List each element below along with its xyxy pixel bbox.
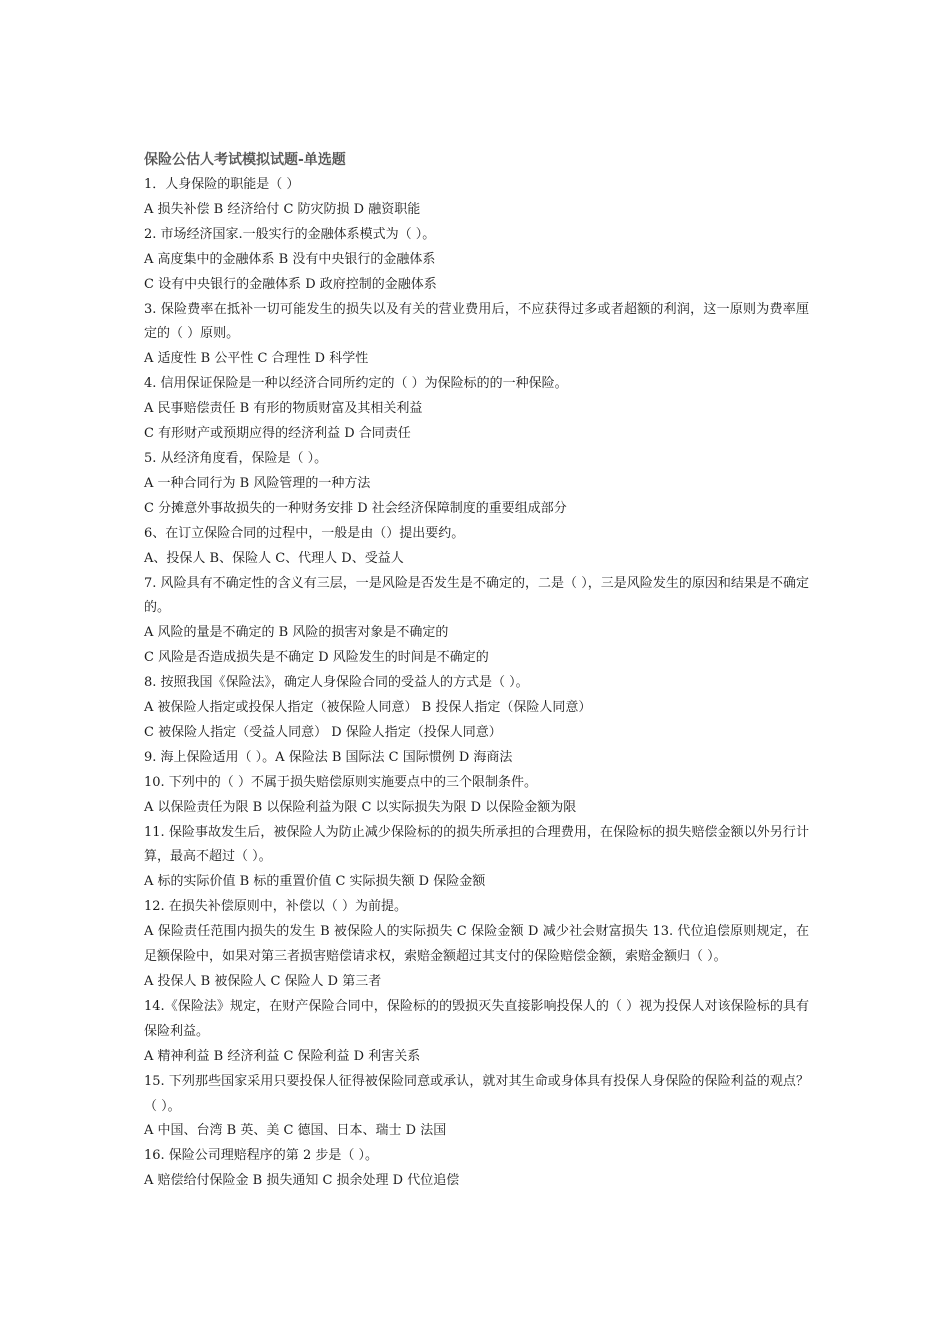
text-line: 16. 保险公司理赔程序的第 2 步是（ ）。 — [144, 1148, 378, 1164]
document-page — [144, 147, 809, 1194]
text-line: 5. 从经济角度看，保险是（ ）。 — [144, 450, 328, 466]
text-line: A 适度性 B 公平性 C 合理性 D 科学性 — [144, 351, 369, 367]
text-line: 1．人身保险的职能是（ ） — [144, 177, 300, 192]
text-line: A 一种合同行为 B 风险管理的一种方法 — [144, 475, 371, 491]
text-line: A 民事赔偿责任 B 有形的物质财富及其相关利益 — [144, 401, 423, 417]
text-line: 3. 保险费率在抵补一切可能发生的损失以及有关的营业费用后，不应获得过多或者超额的利润，这一原则为费率厘定的（ ）原则。 — [144, 301, 809, 342]
text-line: 9. 海上保险适用（ ）。A 保险法 B 国际法 C 国际惯例 D 海商法 — [144, 749, 513, 765]
document-title: 保险公估人考试模拟试题-单选题 — [144, 152, 346, 168]
text-line: 6、在订立保险合同的过程中，一般是由（）提出要约。 — [144, 525, 465, 541]
text-line: 11. 保险事故发生后，被保险人为防止减少保险标的的损失所承担的合理费用，在保险标的损失赔偿金额以外另行计算，最高不超过（ ）。 — [144, 824, 809, 865]
text-line: C 被保险人指定（受益人同意） D 保险人指定（投保人同意） — [144, 724, 502, 740]
text-line: C 有形财产或预期应得的经济利益 D 合同责任 — [144, 426, 411, 442]
text-line: A 损失补偿 B 经济给付 C 防灾防损 D 融资职能 — [144, 201, 421, 217]
text-line: A 精神利益 B 经济利益 C 保险利益 D 利害关系 — [144, 1048, 421, 1064]
text-line: 8. 按照我国《保险法》，确定人身保险合同的受益人的方式是（ ）。 — [144, 675, 529, 691]
text-line: 4. 信用保证保险是一种以经济合同所约定的（ ）为保险标的的一种保险。 — [144, 376, 568, 392]
question-list — [144, 173, 809, 1194]
text-line: A 赔偿给付保险金 B 损失通知 C 损余处理 D 代位追偿 — [144, 1173, 460, 1189]
text-line: C 风险是否造成损失是不确定 D 风险发生的时间是不确定的 — [144, 650, 489, 666]
text-line: C 分摊意外事故损失的一种财务安排 D 社会经济保障制度的重要组成部分 — [144, 500, 567, 516]
text-line: A 保险责任范围内损失的发生 B 被保险人的实际损失 C 保险金额 D 减少社会财富损失 13. 代位追偿原则规定，在足额保险中，如果对第三者损害赔偿请求权，索赔金额超过其支付的保险赔偿金额，索赔金额归（ ）。 — [144, 924, 809, 965]
text-line: 15. 下列那些国家采用只要投保人征得被保险同意或承认，就对其生命或身体具有投保人身保险的保险利益的观点？（ ）。 — [144, 1073, 809, 1114]
text-line: A 标的实际价值 B 标的重置价值 C 实际损失额 D 保险金额 — [144, 874, 486, 890]
text-line: A 高度集中的金融体系 B 没有中央银行的金融体系 — [144, 251, 436, 267]
text-line: 12. 在损失补偿原则中，补偿以（ ）为前提。 — [144, 899, 407, 915]
text-line: A 风险的量是不确定的 B 风险的损害对象是不确定的 — [144, 625, 449, 641]
text-line: A、投保人 B、保险人 C、代理人 D、受益人 — [144, 550, 404, 566]
text-line: A 被保险人指定或投保人指定（被保险人同意） B 投保人指定（保险人同意） — [144, 700, 592, 716]
text-line: A 投保人 B 被保险人 C 保险人 D 第三者 — [144, 974, 382, 989]
text-line: 10. 下列中的（ ）不属于损失赔偿原则实施要点中的三个限制条件。 — [144, 774, 537, 790]
text-line: 14.《保险法》规定，在财产保险合同中，保险标的的毁损灭失直接影响投保人的（ ）视为投保人对该保险标的具有保险利益。 — [144, 998, 809, 1039]
text-line: 2. 市场经济国家.一般实行的金融体系模式为（ ）。 — [144, 226, 436, 242]
text-line: A 中国、台湾 B 英、美 C 德国、日本、瑞士 D 法国 — [144, 1123, 447, 1139]
text-line: A 以保险责任为限 B 以保险利益为限 C 以实际损失为限 D 以保险金额为限 — [144, 799, 577, 815]
text-line: 7. 风险具有不确定性的含义有三层，一是风险是否发生是不确定的，二是（ ），三是风险发生的原因和结果是不确定的。 — [144, 575, 809, 616]
text-line: C 设有中央银行的金融体系 D 政府控制的金融体系 — [144, 276, 437, 292]
